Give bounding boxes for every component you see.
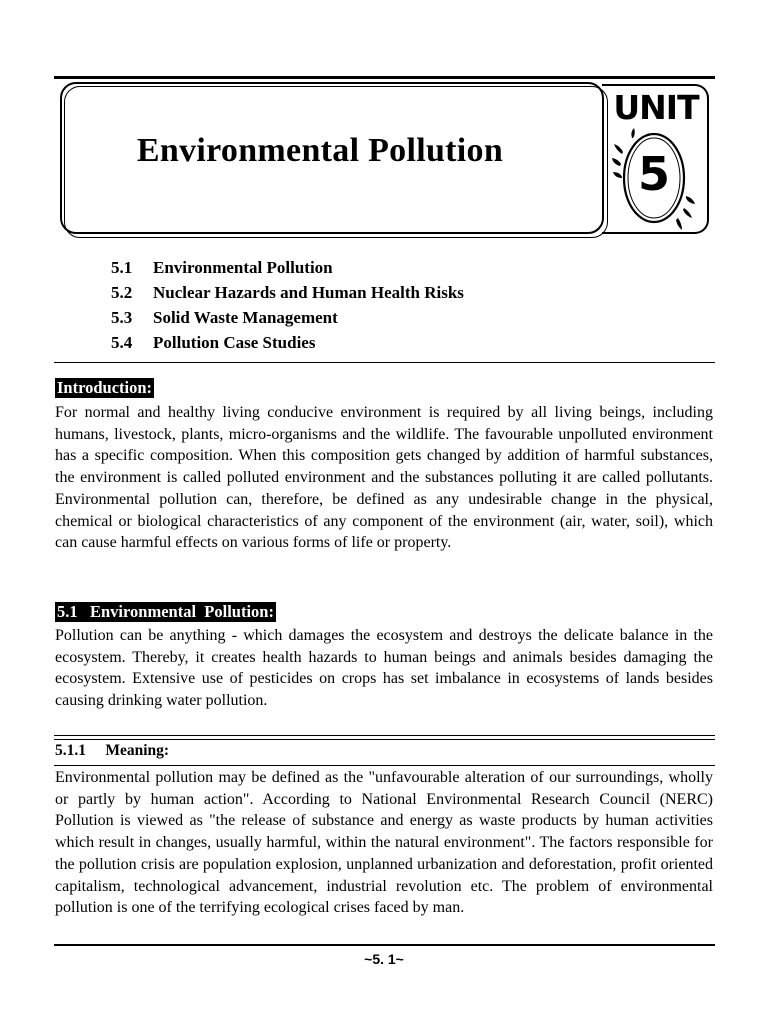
unit-number: 5	[637, 147, 670, 201]
toc-item[interactable]	[111, 283, 464, 308]
footer-rule	[54, 944, 715, 946]
introduction-paragraph: For normal and healthy living conducive environment is required by all living beings, including humans, livestock, plants, micro-organisms and the wildlife. The favourable unpolluted environment has a specific composition. When this composition gets changed by addition of harmful substances, the environment is called polluted environment and the substances polluting it are called pollutants. Environmental pollution can, therefore, be defined as any undesirable change in the physical, chemical or biological characteristics of any component of the environment (air, water, soil), which can cause harmful effects on various forms of life or property.	[55, 404, 713, 552]
toc-item-text: Nuclear Hazards and Human Health Risks	[153, 283, 464, 302]
toc-item[interactable]	[111, 258, 464, 283]
toc-item-text: Pollution Case Studies	[153, 333, 316, 352]
toc-item-number: 5.2	[111, 283, 133, 302]
section-5-1-1-paragraph: Environmental pollution may be defined as the "unfavourable alteration of our surroundings, wholly or partly by human action". According to National Environmental Research Council (NERC) Pollution is viewed as "the release of substance and energy as waste products by human activities which result in changes, usually harmful, within the natural environment". The factors responsible for the pollution crisis are population explosion, unplanned urbanization and deforestation, profit oriented capitalism, technological advancement, industrial revolution etc. The problem of environmental pollution is one of the terrifying ecological crises faced by man.	[55, 769, 713, 917]
toc-item-number: 5.1	[111, 258, 133, 277]
title-frame	[60, 82, 604, 234]
toc-item[interactable]	[111, 333, 464, 358]
page-title: Environmental Pollution	[136, 132, 504, 169]
section-divider	[54, 765, 715, 766]
table-of-contents	[111, 258, 464, 358]
section-divider	[54, 735, 715, 736]
toc-item-text: Solid Waste Management	[153, 308, 338, 327]
toc-item[interactable]	[111, 308, 464, 333]
top-rule	[54, 76, 715, 79]
page-number: ~5. 1~	[364, 951, 404, 967]
section-5-1-heading: 5.1 Environmental Pollution:	[57, 602, 274, 621]
unit-label: UNIT	[613, 88, 699, 127]
toc-separator	[54, 362, 715, 363]
section-divider	[54, 739, 715, 740]
section-5-1-1-heading: 5.1.1 Meaning:	[55, 742, 170, 759]
toc-item-number: 5.4	[111, 333, 133, 352]
toc-item-text: Environmental Pollution	[153, 258, 333, 277]
toc-item-number: 5.3	[111, 308, 133, 327]
introduction-heading: Introduction:	[57, 378, 153, 397]
section-5-1-paragraph: Pollution can be anything - which damages the ecosystem and destroys the delicate balance in the ecosystem. Thereby, it creates health hazards to human beings and animals besides damaging the ecosystem. Extensive use of pesticides on crops has set imbalance in ecosystems of lands besides causing drinking water pollution.	[55, 627, 713, 710]
